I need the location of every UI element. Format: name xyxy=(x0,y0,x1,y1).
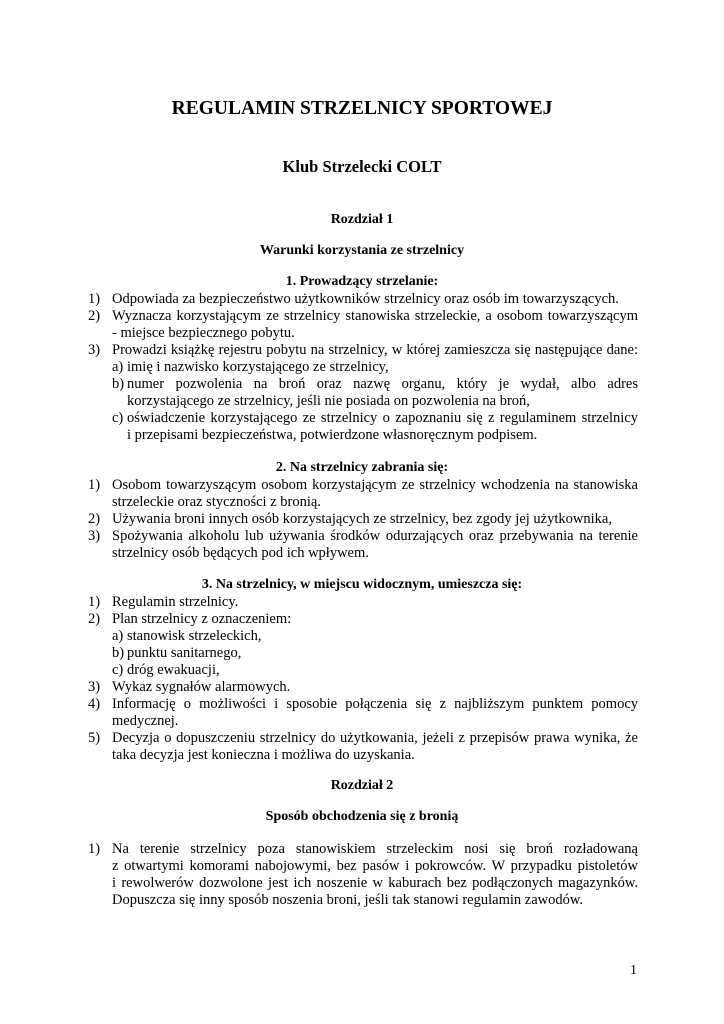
list-number: 4) xyxy=(88,696,101,712)
list-text: Odpowiada za bezpieczeństwo użytkowników strzelnicy oraz osób im towarzyszących. xyxy=(112,291,619,307)
list-text: Używania broni innych osób korzystających ze strzelnicy, bez zgody jej użytkownika, xyxy=(112,511,612,527)
list-item-continuation xyxy=(0,875,724,892)
list-text: Regulamin strzelnicy. xyxy=(112,594,239,610)
list-item xyxy=(0,841,724,858)
sub-label: b) xyxy=(112,376,125,392)
section-2-heading: 2. Na strzelnicy zabrania się: xyxy=(275,460,449,475)
sub-label: c) xyxy=(112,662,124,678)
list-text: - miejsce bezpiecznego pobytu. xyxy=(112,325,295,341)
chapter-2-heading: Rozdział 2 xyxy=(330,778,394,793)
list-number: 2) xyxy=(88,308,101,324)
list-item-continuation xyxy=(0,892,724,909)
sub-text: i przepisami bezpieczeństwa, potwierdzone własnoręcznym podpisem. xyxy=(127,427,538,443)
chapter-1-heading: Rozdział 1 xyxy=(330,212,394,227)
sub-label: a) xyxy=(112,628,124,644)
list-item xyxy=(0,730,724,747)
chapter-1-subheading: Warunki korzystania ze strzelnicy xyxy=(259,243,465,258)
list-text: medycznej. xyxy=(112,713,179,729)
sub-label: a) xyxy=(112,359,124,375)
sub-item xyxy=(0,359,724,376)
list-text: Prowadzi książkę rejestru pobytu na strzelnicy, w której zamieszcza się następujące dane: xyxy=(112,342,638,358)
list-item xyxy=(0,308,724,325)
sub-item-continuation xyxy=(0,393,724,410)
list-number: 5) xyxy=(88,730,101,746)
list-text: Na terenie strzelnicy poza stanowiskiem strzeleckim nosi się broń rozładowaną xyxy=(112,841,638,857)
list-number: 3) xyxy=(88,342,101,358)
sub-text: imię i nazwisko korzystającego ze strzelnicy, xyxy=(127,359,389,375)
list-item xyxy=(0,511,724,528)
sub-text: stanowisk strzeleckich, xyxy=(127,628,262,644)
sub-text: korzystającego ze strzelnicy, jeśli nie posiada on pozwolenia na broń, xyxy=(127,393,530,409)
list-item-continuation xyxy=(0,494,724,511)
sub-text: oświadczenie korzystającego ze strzelnicy o zapoznaniu się z regulaminem strzelnicy xyxy=(127,410,638,426)
list-item xyxy=(0,611,724,628)
sub-text: dróg ewakuacji, xyxy=(127,662,220,678)
list-text: strzelnicy osób będących pod ich wpływem. xyxy=(112,545,369,561)
list-text: Dopuszcza się inny sposób noszenia broni, jeśli tak stanowi regulamin zawodów. xyxy=(112,892,584,908)
list-number: 3) xyxy=(88,679,101,695)
sub-text: punktu sanitarnego, xyxy=(127,645,242,661)
list-item-continuation xyxy=(0,747,724,764)
section-3-heading: 3. Na strzelnicy, w miejscu widocznym, umieszcza się: xyxy=(201,577,523,592)
list-item-continuation xyxy=(0,713,724,730)
list-item xyxy=(0,679,724,696)
list-item xyxy=(0,528,724,545)
list-text: Wykaz sygnałów alarmowych. xyxy=(112,679,291,695)
list-text: strzeleckie oraz styczności z bronią. xyxy=(112,494,321,510)
list-text: Spożywania alkoholu lub używania środków odurzających oraz przebywania na terenie xyxy=(112,528,638,544)
list-number: 1) xyxy=(88,841,101,857)
sub-item xyxy=(0,645,724,662)
sub-item xyxy=(0,410,724,427)
list-item-continuation xyxy=(0,858,724,875)
club-name: Klub Strzelecki COLT xyxy=(282,157,442,176)
document-title: REGULAMIN STRZELNICY SPORTOWEJ xyxy=(171,98,553,119)
list-number: 2) xyxy=(88,511,101,527)
list-item-continuation xyxy=(0,325,724,342)
sub-item-continuation xyxy=(0,427,724,444)
list-item xyxy=(0,696,724,713)
list-text: taka decyzja jest konieczna i możliwa do uzyskania. xyxy=(112,747,415,763)
sub-label: b) xyxy=(112,645,125,661)
list-text: z otwartymi komorami nabojowymi, bez pasów i pokrowców. W przypadku pistoletów xyxy=(112,858,638,874)
sub-item xyxy=(0,628,724,645)
list-text: Osobom towarzyszącym osobom korzystającym ze strzelnicy wchodzenia na stanowiska xyxy=(112,477,638,493)
list-number: 1) xyxy=(88,594,101,610)
sub-label: c) xyxy=(112,410,124,426)
list-text: Plan strzelnicy z oznaczeniem: xyxy=(112,611,292,627)
page-number: 1 xyxy=(630,963,637,978)
chapter-2-subheading: Sposób obchodzenia się z bronią xyxy=(265,809,459,824)
list-number: 1) xyxy=(88,291,101,307)
sub-item xyxy=(0,662,724,679)
list-item xyxy=(0,594,724,611)
list-number: 3) xyxy=(88,528,101,544)
list-number: 2) xyxy=(88,611,101,627)
list-text: Decyzja o dopuszczeniu strzelnicy do użytkowania, jeżeli z przepisów prawa wynika, że xyxy=(112,730,638,746)
sub-item xyxy=(0,376,724,393)
list-text: i rewolwerów dozwolone jest ich noszenie w kaburach bez podłączonych magazynków. xyxy=(112,875,638,891)
sub-text: numer pozwolenia na broń oraz nazwę organu, który je wydał, albo adres xyxy=(127,376,638,392)
section-1-heading: 1. Prowadzący strzelanie: xyxy=(285,274,439,289)
list-number: 1) xyxy=(88,477,101,493)
list-item-continuation xyxy=(0,545,724,562)
list-item xyxy=(0,342,724,359)
list-text: Informację o możliwości i sposobie połączenia się z najbliższym punktem pomocy xyxy=(112,696,638,712)
list-item xyxy=(0,477,724,494)
list-text: Wyznacza korzystającym ze strzelnicy stanowiska strzeleckie, a osobom towarzyszącym xyxy=(112,308,638,324)
list-item xyxy=(0,291,724,308)
